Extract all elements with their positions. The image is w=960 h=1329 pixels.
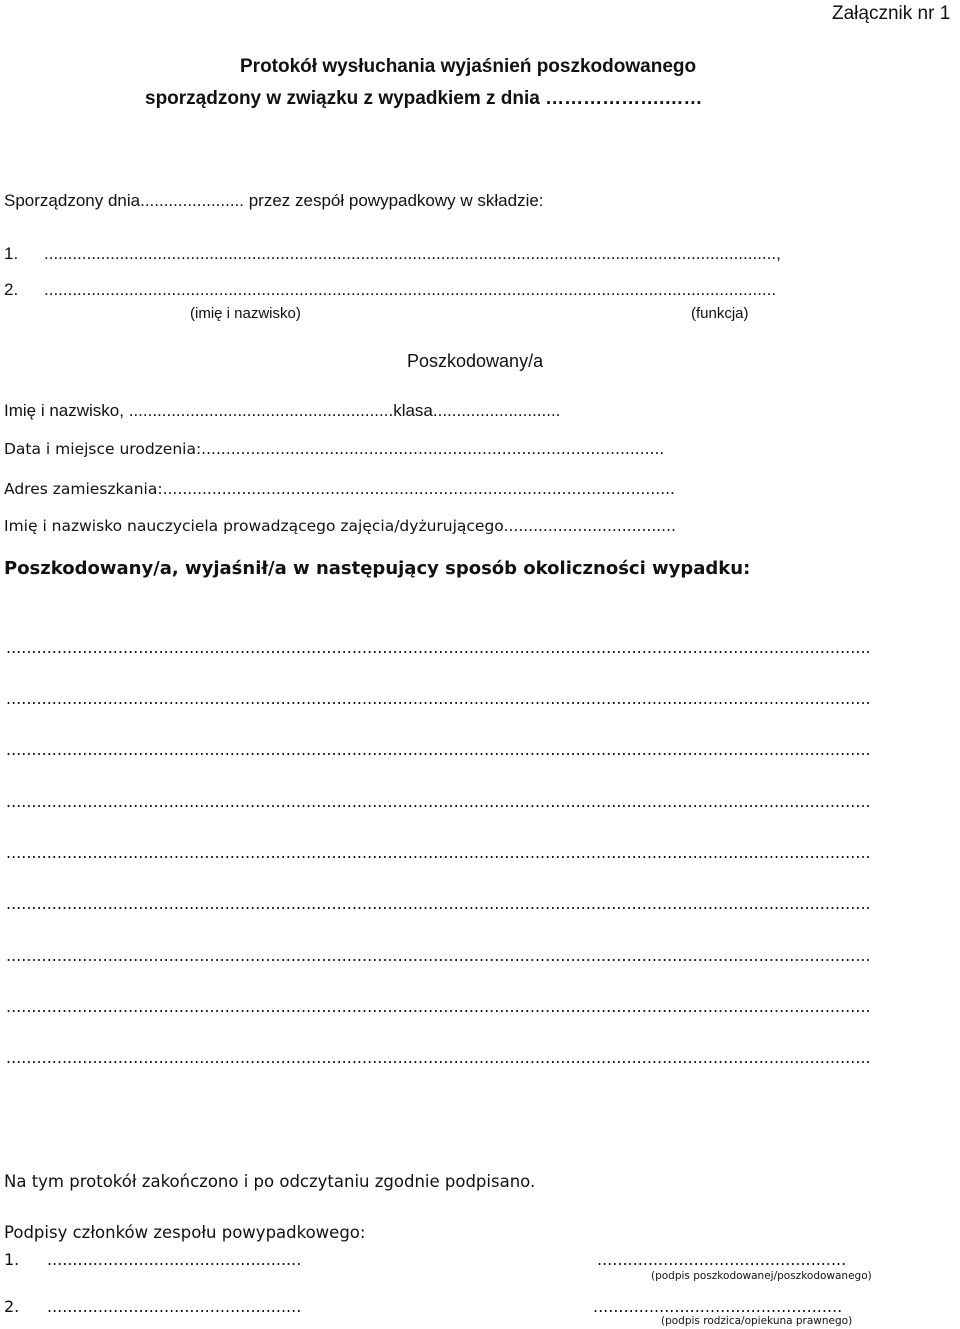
caption-name: (imię i nazwisko) — [190, 305, 301, 322]
explanation-line: .......................................................................................................................................................................... — [6, 740, 871, 759]
explanation-line: .......................................................................................................................................................................... — [6, 894, 871, 913]
team-row-1-number: 1. — [4, 244, 19, 263]
field-address: Adres zamieszkania:........................................................................................................ — [4, 480, 675, 498]
drafted-line: Sporządzony dnia...................... przez zespół powypadkowy w składzie: — [4, 191, 544, 210]
signature-2-caption: (podpis rodzica/opiekuna prawnego) — [661, 1315, 853, 1327]
explanation-line: .......................................................................................................................................................................... — [6, 792, 871, 811]
team-row-2-dots: ........................................................................................................................................................... — [44, 280, 777, 299]
signature-2-right-dots: ................................................. — [593, 1297, 843, 1316]
explanation-line: .......................................................................................................................................................................... — [6, 638, 871, 657]
closing-text: Na tym protokół zakończono i po odczytaniu zgodnie podpisano. — [4, 1172, 536, 1191]
signatures-label: Podpisy członków zespołu powypadkowego: — [4, 1223, 366, 1242]
signature-2-dots: .................................................. — [47, 1297, 302, 1316]
explanation-line: .......................................................................................................................................................................... — [6, 843, 871, 862]
signature-1-right-dots: ................................................. — [597, 1250, 847, 1269]
signature-1-caption: (podpis poszkodowanej/poszkodowanego) — [651, 1270, 872, 1282]
signature-2-number: 2. — [4, 1297, 20, 1316]
explanation-line: .......................................................................................................................................................................... — [6, 997, 871, 1016]
signature-1-dots: .................................................. — [47, 1250, 302, 1269]
attachment-label: Załącznik nr 1 — [832, 3, 951, 24]
victim-heading: Poszkodowany/a — [407, 351, 544, 371]
explanation-line: .......................................................................................................................................................................... — [6, 946, 871, 965]
team-row-1-dots: ..........................................................................................................................................................., — [44, 244, 781, 263]
field-teacher: Imię i nazwisko nauczyciela prowadzącego zajęcia/dyżurującego................................... — [4, 517, 676, 535]
explanation-line: .......................................................................................................................................................................... — [6, 1048, 871, 1067]
title-line-1: Protokół wysłuchania wyjaśnień poszkodowanego — [240, 56, 697, 77]
team-row-2-number: 2. — [4, 280, 19, 299]
explanation-line: .......................................................................................................................................................................... — [6, 689, 871, 708]
field-name-class: Imię i nazwisko, ........................................................klasa........................... — [4, 401, 561, 420]
title-line-2: sporządzony w związku z wypadkiem z dnia ……………….…… — [145, 88, 703, 109]
caption-function: (funkcja) — [691, 305, 749, 322]
signature-1-number: 1. — [4, 1250, 20, 1269]
field-birth: Data i miejsce urodzenia:.............................................................................................. — [4, 440, 665, 458]
explanation-heading: Poszkodowany/a, wyjaśnił/a w następujący sposób okoliczności wypadku: — [4, 558, 751, 579]
